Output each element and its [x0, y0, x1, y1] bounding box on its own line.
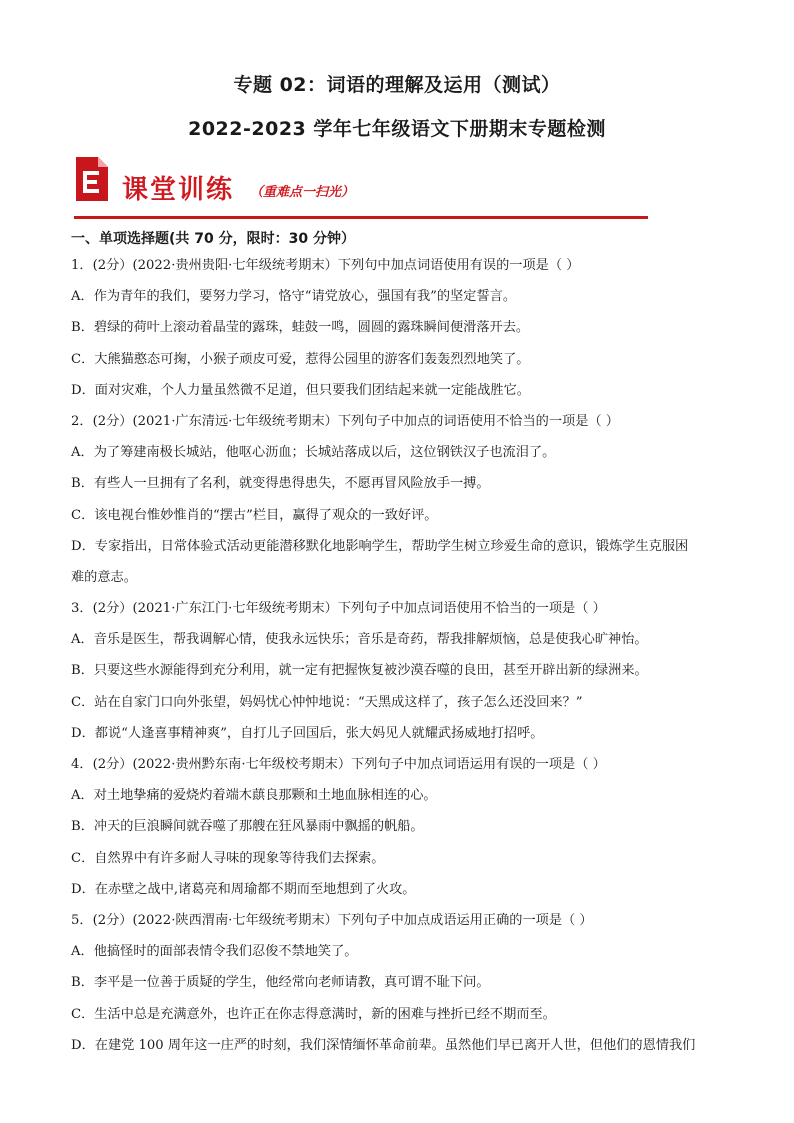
- option-b: B．李平是一位善于质疑的学生，他经常向老师请教，真可谓不耻下问。: [71, 975, 490, 991]
- question-3: [71, 593, 731, 749]
- section-banner: [74, 155, 654, 221]
- option-d: D．面对灾难，个人力量虽然微不足道，但只要我们团结起来就一定能战胜它。: [71, 382, 530, 398]
- option-a: A．为了筹建南极长城站，他呕心沥血；长城站落成以后，这位钢铁汉子也流泪了。: [71, 445, 556, 461]
- page-title: 专题 02：词语的理解及运用（测试）: [233, 74, 561, 96]
- option-d: D．在赤壁之战中,诸葛亮和周瑜都不期而至地想到了火攻。: [71, 881, 416, 897]
- option-c: C．大熊猫憨态可掬，小猴子顽皮可爱，惹得公园里的游客们轰轰烈烈地笑了。: [71, 351, 530, 367]
- banner-title: 课堂训练: [122, 175, 235, 205]
- option-c: C．生活中总是充满意外，也许正在你志得意满时，新的困难与挫折已经不期而至。: [71, 1006, 556, 1022]
- question-stem: 3．(2分）(2021·广东江门·七年级统考期末）下列句子中加点词语使用不恰当的一项是（ ）: [71, 601, 606, 617]
- question-list: [71, 228, 731, 1061]
- option-b: B．只要这些水源能得到充分利用，就一定有把握恢复被沙漠吞噬的良田，甚至开辟出新的绿洲来。: [71, 663, 648, 679]
- option-a: A．音乐是医生，帮我调解心情，使我永远快乐；音乐是奇药，帮我排解烦恼，总是使我心旷神怡。: [71, 632, 648, 648]
- question-1: [71, 250, 731, 406]
- section-heading: 一、单项选择题(共 70 分，限时：30 分钟）: [71, 231, 355, 247]
- question-stem: 1．(2分）(2022·贵州贵阳·七年级统考期末）下列句中加点词语使用有误的一项是（ ）: [71, 258, 580, 273]
- option-c: C．站在自家门口向外张望，妈妈忧心忡忡地说：“天黑成这样了，孩子怎么还没回来？”: [71, 694, 583, 710]
- banner-divider: [74, 216, 648, 219]
- option-a: A．对土地挚痛的爱烧灼着端木蕻良那颗和土地血脉相连的心。: [71, 788, 437, 804]
- option-b: B．冲天的巨浪瞬间就吞噬了那艘在狂风暴雨中飘摇的帆船。: [71, 819, 424, 835]
- option-d-continued: 难的意志。: [71, 569, 137, 585]
- option-b: B．碧绿的荷叶上滚动着晶莹的露珠，蛙鼓一鸣，圆圆的露珠瞬间便滑落开去。: [71, 320, 530, 336]
- document-icon: [74, 155, 110, 203]
- question-stem: 2．(2分）(2021·广东清远·七年级统考期末）下列句子中加点的词语使用不恰当的一项是（ ）: [71, 413, 619, 429]
- page-subtitle: 2022-2023 学年七年级语文下册期末专题检测: [188, 118, 606, 140]
- option-c: C．该电视台惟妙惟肖的“摆古”栏目，赢得了观众的一致好评。: [71, 507, 438, 523]
- option-d: D．专家指出，日常体验式活动更能潜移默化地影响学生，帮助学生树立珍爱生命的意识，锻炼学生克服困: [71, 538, 689, 554]
- banner-subtitle: （重难点一扫光）: [250, 185, 355, 200]
- option-c: C．自然界中有许多耐人寻味的现象等待我们去探索。: [71, 850, 385, 866]
- question-2: [71, 406, 731, 593]
- question-4: [71, 749, 731, 905]
- question-stem: 5．(2分）(2022·陕西渭南·七年级统考期末）下列句子中加点成语运用正确的一项是（ ）: [71, 912, 593, 928]
- question-stem: 4．(2分）(2022·贵州黔东南·七年级校考期末）下列句子中加点词语运用有误的一项是（ ）: [71, 757, 606, 772]
- option-b: B．有些人一旦拥有了名利，就变得患得患失，不愿再冒风险放手一搏。: [71, 476, 490, 492]
- option-a: A．他搞怪时的面部表情令我们忍俊不禁地笑了。: [71, 944, 358, 960]
- option-d: D．都说“人逢喜事精神爽”，自打儿子回国后，张大妈见人就耀武扬威地打招呼。: [71, 725, 544, 741]
- question-5: [71, 905, 731, 1061]
- option-a: A．作为青年的我们，要努力学习，恪守“请党放心，强国有我”的坚定誓言。: [71, 289, 517, 305]
- option-d: D．在建党 100 周年这一庄严的时刻，我们深情缅怀革命前辈。虽然他们早已离开人世，但他们的恩情我们: [71, 1037, 696, 1053]
